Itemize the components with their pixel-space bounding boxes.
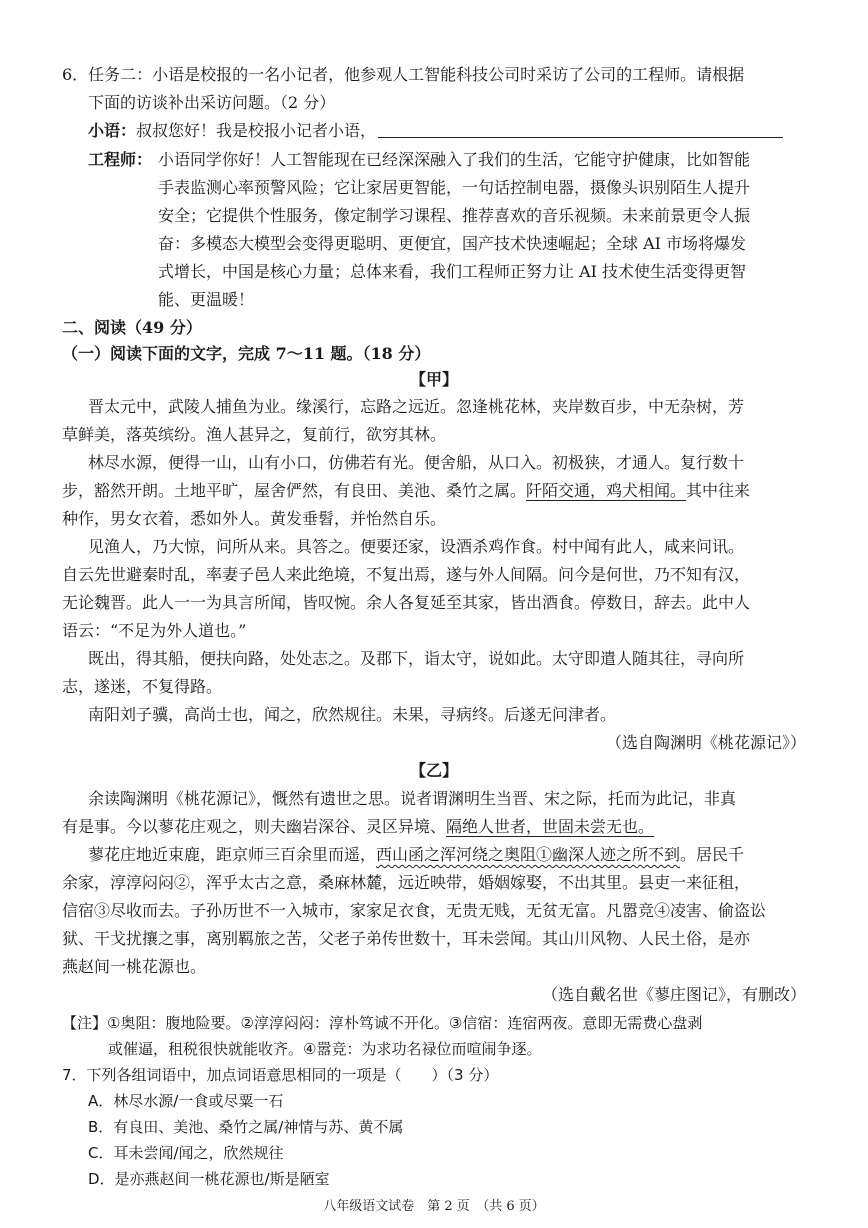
section-heading: 二、阅读（49 分） <box>62 318 202 337</box>
engineer-line: 奋：多模态大模型会变得更聪明、更便宜，国产技术快速崛起；全球 AI 市场将爆发 <box>158 234 747 253</box>
passage-yi-source: （选自戴名世《蓼庄图记》，有删改） <box>541 985 806 1004</box>
engineer-line: 小语同学你好！人工智能现在已经深深融入了我们的生活，它能守护健康，比如智能 <box>158 150 751 169</box>
answer-blank[interactable] <box>378 121 783 138</box>
underlined-sentence: 阡陌交通，鸡犬相闻。 <box>526 481 687 500</box>
passage-line: 余读陶渊明《桃花源记》，慨然有遗世之思。说者谓渊明生当晋、宋之际，托而为此记，非真 <box>88 789 737 808</box>
passage-line: 语云：“不足为外人道也。” <box>62 621 247 640</box>
passage-line: 余家，淳淳闷闷②，浑乎太古之意，桑麻林麓，远近映带，婚姻嫁娶，不出其里。县吏一来征租， <box>62 873 751 892</box>
passage-line: 南阳刘子骥，高尚士也，闻之，欣然规往。未果，寻病终。后遂无问津者。 <box>88 705 617 724</box>
passage-line: 见渔人，乃大惊，问所从来。具答之。便要还家，设酒杀鸡作食。村中闻有此人，咸来问讯。 <box>88 537 745 556</box>
engineer-line: 式增长，中国是核心力量；总体来看，我们工程师正努力让 AI 技术使生活变得更智 <box>158 262 747 281</box>
passage-text: 蓼花庄地近束鹿，距京师三百余里而遥， <box>88 845 377 864</box>
q7-option-a[interactable]: A．林尽水源/一食或尽粟一石 <box>88 1092 284 1110</box>
xiaoyu-label: 小语： <box>88 121 137 140</box>
passage-line: 无论魏晋。此人一一为具言所闻，皆叹惋。余人各复延至其家，皆出酒食。停数日，辞去。此中人 <box>62 593 751 612</box>
passage-line: 燕赵间一桃花源也。 <box>62 957 207 976</box>
passage-line <box>62 816 654 838</box>
passage-text: 步，豁然开朗。土地平旷，屋舍俨然，有良田、美池、桑竹之属。 <box>62 481 527 500</box>
passage-line: 既出，得其船，便扶向路，处处志之。及郡下，诣太守，说如此。太守即遣人随其往，寻向所 <box>88 649 745 668</box>
passage-line <box>88 844 744 866</box>
note-line: 【注】①奥阻：腹地险要。②淳淳闷闷：淳朴笃诚不开化。③信宿：连宿两夜。意即无需费心盘剥 <box>62 1014 703 1032</box>
xiaoyu-text: 叔叔您好！我是校报小记者小语， <box>136 121 377 140</box>
passage-line <box>62 480 750 502</box>
q6-stem-line1: 6．任务二：小语是校报的一名小记者，他参观人工智能科技公司时采访了公司的工程师。请根据 <box>62 65 745 84</box>
passage-text: 其中往来 <box>686 481 751 500</box>
q7-option-c[interactable]: C．耳未尝闻/闻之，欣然规往 <box>88 1144 284 1162</box>
passage-line: 狱、干戈扰攘之事，离别羁旅之苦，父老子弟传世数十，耳未尝闻。其山川风物、人民土俗，是亦 <box>62 929 751 948</box>
passage-yi-title: 【乙】 <box>409 761 458 780</box>
note-line: 或催逼，租税很快就能收齐。④嚣竞：为求功名禄位而喧闹争逐。 <box>108 1040 542 1058</box>
passage-line: 种作，男女衣着，悉如外人。黄发垂髫，并怡然自乐。 <box>62 509 447 528</box>
section-sub-heading: （一）阅读下面的文字，完成 7～11 题。（18 分） <box>62 344 431 363</box>
engineer-label: 工程师： <box>88 150 153 169</box>
page-footer: 八年级语文试卷 第 2 页 （共 6 页） <box>323 1199 545 1214</box>
engineer-line: 手表监测心率预警风险；它让家居更智能，一句话控制电器，摄像头识别陌生人提升 <box>158 178 751 197</box>
passage-text: 有是事。今以蓼花庄观之，则夫幽岩深谷、灵区异境、 <box>62 817 447 836</box>
engineer-line: 安全；它提供个性服务，像定制学习课程、推荐喜欢的音乐视频。未来前景更令人振 <box>158 206 751 225</box>
q7-option-b[interactable]: B．有良田、美池、桑竹之属/神情与苏、黄不属 <box>88 1118 404 1136</box>
passage-jia-title: 【甲】 <box>409 370 458 389</box>
q7-option-d[interactable]: D．是亦燕赵间一桃花源也/斯是陋室 <box>88 1170 330 1188</box>
passage-line: 草鲜美，落英缤纷。渔人甚异之，复前行，欲穷其林。 <box>62 425 447 444</box>
passage-jia-source: （选自陶渊明《桃花源记》） <box>605 733 806 752</box>
passage-line: 志，遂迷，不复得路。 <box>62 677 223 696</box>
passage-line: 信宿③尽收而去。子孙历世不一入城市，家家足衣食，无贵无贱，无贫无富。凡嚣竞④凌害、偷盗讼 <box>62 901 767 920</box>
passage-line: 晋太元中，武陵人捕鱼为业。缘溪行，忘路之远近。忽逢桃花林，夹岸数百步，中无杂树，芳 <box>88 397 745 416</box>
passage-line: 林尽水源，便得一山，山有小口，仿佛若有光。便舍船，从口入。初极狭，才通人。复行数十 <box>88 453 745 472</box>
q7-stem: 7．下列各组词语中，加点词语意思相同的一项是（ ）（3 分） <box>62 1066 499 1084</box>
passage-text: 。居民千 <box>680 845 745 864</box>
q6-stem-line2: 下面的访谈补出采访问题。（2 分） <box>88 93 336 112</box>
passage-line: 自云先世避秦时乱，率妻子邑人来此绝境，不复出焉，遂与外人间隔。问今是何世，乃不知有汉， <box>62 565 751 584</box>
underlined-sentence: 隔绝人世者，世固未尝无也。 <box>446 817 655 836</box>
q6-xiaoyu-line <box>88 120 783 142</box>
engineer-line: 能、更温暖！ <box>158 290 255 309</box>
wavy-underlined-sentence: 西山函之浑河绕之奥阻①幽深人迹之所不到 <box>376 845 681 864</box>
